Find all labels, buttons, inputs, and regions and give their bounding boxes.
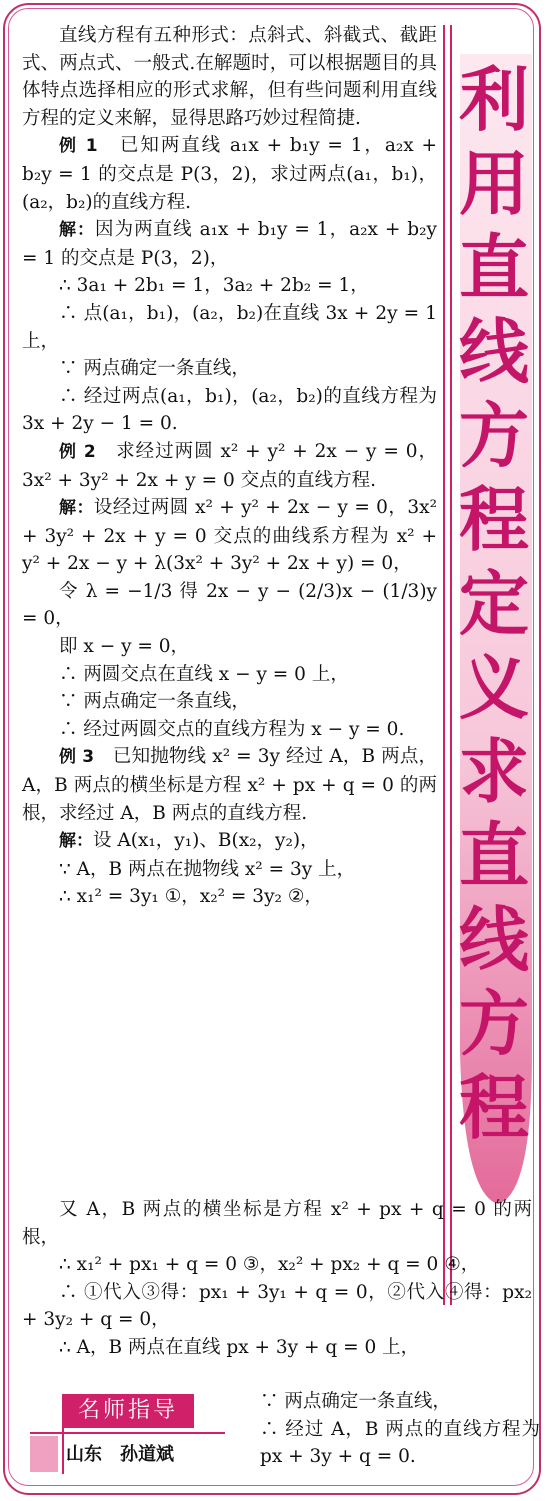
solution-2-first: 设经过两圆 x² + y² + 2x − y = 0，3x² + 3y² + 2x + y = 0 交点的曲线系方程为 x² + y² + 2x − y + λ(3x² + 3y² + 2x + y) = 0， (22, 497, 437, 575)
title-char: 定 (459, 563, 529, 645)
solution-3-step: ∴ x₁² + px₁ + q = 0 ③，x₂² + px₂ + q = 0 ④， (59, 1254, 480, 1276)
intro-paragraph: 直线方程有五种形式：点斜式、斜截式、截距式、两点式、一般式.在解题时，可以根据题目的具体特点选择相应的形式求解，但有些问题利用直线方程的定义来解，显得思路巧妙过程简捷. (22, 25, 437, 129)
title-char: 义 (459, 647, 529, 729)
example-1-label: 例 1 (59, 136, 98, 157)
solution-3-step: ∴ 经过 A，B 两点的直线方程为 px + 3y + q = 0. (260, 1418, 540, 1468)
title-char: 程 (459, 479, 529, 561)
solution-2-label: 解： (59, 498, 94, 519)
title-char: 线 (459, 899, 529, 981)
solution-2-step: ∴ 经过两圆交点的直线方程为 x − y = 0. (59, 718, 405, 740)
solution-2-step: ∵ 两点确定一条直线， (59, 691, 250, 713)
example-3-solution (22, 827, 437, 856)
title-char: 求 (459, 731, 529, 813)
solution-1-step: ∴ 点(a₁，b₁)，(a₂，b₂)在直线 3x + 2y = 1 上， (22, 302, 437, 352)
banner-rule-left (443, 25, 445, 1305)
title-char: 利 (459, 59, 529, 141)
example-2 (22, 438, 437, 494)
title-char: 用 (459, 143, 529, 225)
solution-1-step: ∵ 两点确定一条直线， (59, 358, 250, 380)
solution-3-step: 又 A，B 两点的横坐标是方程 x² + px + q = 0 的两根， (22, 1199, 532, 1248)
example-2-label: 例 2 (59, 441, 96, 462)
title-char: 直 (459, 815, 529, 897)
title-char: 程 (459, 1067, 529, 1149)
example-1-problem: 已知两直线 a₁x + b₁y = 1，a₂x + b₂y = 1 的交点是 P(3，2)，求过两点(a₁，b₁)，(a₂，b₂)的直线方程. (22, 135, 438, 213)
example-3-problem: 已知抛物线 x² = 3y 经过 A，B 两点，A，B 两点的横坐标是方程 x² + px + q = 0 的两根，求经过 A，B 两点的直线方程. (22, 746, 437, 824)
title-char: 直 (459, 227, 529, 309)
solution-3-label: 解： (59, 831, 93, 852)
title-char: 线 (459, 311, 529, 393)
author-byline: 山东 孙道斌 (66, 1444, 174, 1465)
solution-3-step: ∵ A，B 两点在抛物线 x² = 3y 上， (59, 858, 356, 880)
solution-3-step: ∴ A，B 两点在直线 px + 3y + q = 0 上， (59, 1336, 420, 1358)
example-1 (22, 132, 437, 216)
title-char: 方 (459, 983, 529, 1065)
solution-3-step: ∵ 两点确定一条直线， (260, 1391, 451, 1412)
solution-3-first: 设 A(x₁，y₁)、B(x₂，y₂)， (93, 830, 319, 852)
example-3-label: 例 3 (59, 747, 95, 768)
solution-1-step: ∴ 3a₁ + 2b₁ = 1，3a₂ + 2b₂ = 1， (59, 275, 369, 297)
tag-rule-horizontal (30, 1432, 225, 1434)
title-char: 方 (459, 395, 529, 477)
banner-rule-right (450, 25, 452, 1305)
solution-2-let: 令 λ = −1/3 得 2x − y − (2/3)x − (1/3)y = 0， (22, 580, 437, 630)
solution-2-step: ∴ 两圆交点在直线 x − y = 0 上， (59, 663, 349, 685)
article-body-wide (22, 1196, 532, 1362)
example-1-solution (22, 216, 437, 272)
decor-square (30, 1436, 58, 1472)
solution-1-first: 因为两直线 a₁x + b₁y = 1，a₂x + b₂y = 1 的交点是 P(3，2)， (22, 219, 437, 269)
solution-3-step: ∴ ①代入③得：px₁ + 3y₁ + q = 0，②代入④得：px₂ + 3y₂ + q = 0， (22, 1281, 532, 1331)
solution-1-label: 解： (59, 220, 96, 241)
solution-1-step: ∴ 经过两点(a₁，b₁)，(a₂，b₂)的直线方程为 3x + 2y − 1 = 0. (22, 385, 437, 435)
section-tag: 名师指导 (62, 1394, 194, 1428)
solution-2-step: 即 x − y = 0， (59, 636, 190, 658)
article-body (22, 22, 437, 911)
solution-3-step: ∴ x₁² = 3y₁ ①，x₂² = 3y₂ ②， (59, 886, 323, 908)
example-2-problem: 求经过两圆 x² + y² + 2x − y = 0，3x² + 3y² + 2x + y = 0 交点的直线方程. (22, 440, 437, 491)
article-title (458, 58, 530, 1150)
example-3 (22, 743, 437, 827)
article-tail (260, 1388, 540, 1471)
example-2-solution (22, 494, 437, 578)
